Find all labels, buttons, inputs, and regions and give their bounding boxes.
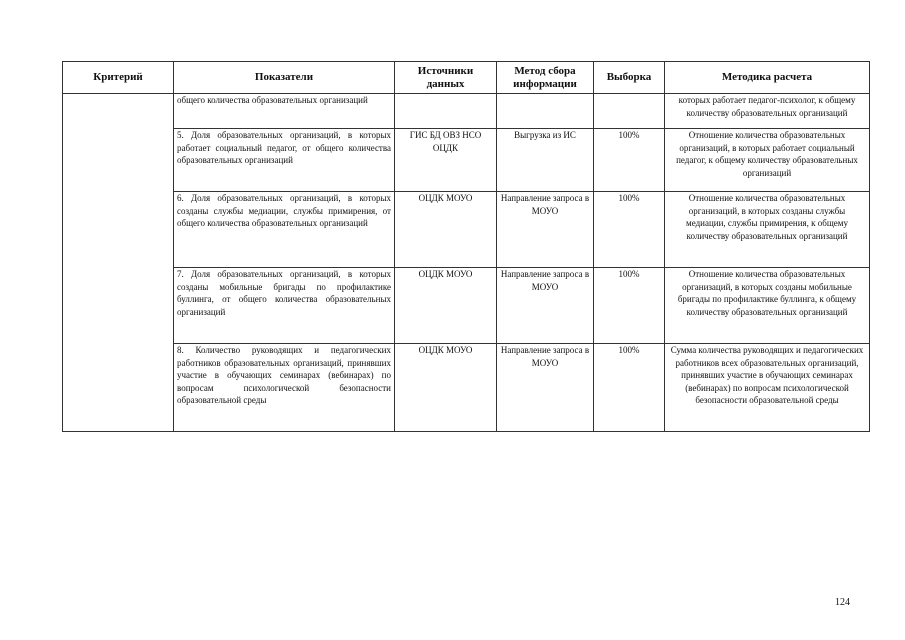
source-cell: ОЦДК МОУО	[395, 344, 497, 432]
calculation-cell: которых работает педагог-психолог, к общему количеству образовательных организаций	[665, 94, 870, 129]
header-method: Метод сбора информации	[497, 62, 594, 94]
method-cell: Выгрузка из ИС	[497, 129, 594, 192]
table-row	[63, 268, 870, 344]
indicator-cell: 5. Доля образовательных организаций, в которых работает социальный педагог, от общего количества образовательных организаций	[174, 129, 395, 192]
header-sample: Выборка	[594, 62, 665, 94]
method-cell: Направление запроса в МОУО	[497, 192, 594, 268]
table-header-row	[63, 62, 870, 94]
source-cell: ОЦДК МОУО	[395, 192, 497, 268]
indicator-cell: 8. Количество руководящих и педагогических работников образовательных организаций, принявших участие в обучающих семинарах (вебинарах) по вопросам психологической безопасности образовательной среды	[174, 344, 395, 432]
sample-cell: 100%	[594, 129, 665, 192]
sample-cell: 100%	[594, 192, 665, 268]
method-cell: Направление запроса в МОУО	[497, 344, 594, 432]
header-calculation: Методика расчета	[665, 62, 870, 94]
table-row	[63, 192, 870, 268]
source-cell	[395, 94, 497, 129]
sample-cell: 100%	[594, 344, 665, 432]
source-cell: ОЦДК МОУО	[395, 268, 497, 344]
header-indicators: Показатели	[174, 62, 395, 94]
method-cell: Направление запроса в МОУО	[497, 268, 594, 344]
page-number: 124	[835, 597, 850, 608]
table-row	[63, 344, 870, 432]
calculation-cell: Отношение количества образовательных организаций, в которых созданы мобильные бригады по профилактике буллинга, к общему количеству образовательных организаций	[665, 268, 870, 344]
calculation-cell: Отношение количества образовательных организаций, в которых работает социальный педагог, к общему количеству образовательных организаций	[665, 129, 870, 192]
method-cell	[497, 94, 594, 129]
indicator-cell: 6. Доля образовательных организаций, в которых созданы службы медиации, службы примирения, от общего количества образовательных организаций	[174, 192, 395, 268]
calculation-cell: Отношение количества образовательных организаций, в которых созданы службы медиации, службы примирения, к общему количеству образовательных организаций	[665, 192, 870, 268]
indicator-cell: общего количества образовательных организаций	[174, 94, 395, 129]
table-row	[63, 129, 870, 192]
header-criterion: Критерий	[63, 62, 174, 94]
calculation-cell: Сумма количества руководящих и педагогических работников всех образовательных организаций, принявших участие в обучающих семинарах (вебинарах) по вопросам психологической безопасности образовательной среды	[665, 344, 870, 432]
table-row	[63, 94, 870, 129]
criterion-cell	[63, 94, 174, 432]
header-sources: Источники данных	[395, 62, 497, 94]
sample-cell	[594, 94, 665, 129]
indicator-cell: 7. Доля образовательных организаций, в которых созданы мобильные бригады по профилактике буллинга, от общего количества образовательных организаций	[174, 268, 395, 344]
source-cell: ГИС БД ОВЗ НСО ОЦДК	[395, 129, 497, 192]
sample-cell: 100%	[594, 268, 665, 344]
indicators-table	[62, 61, 870, 432]
